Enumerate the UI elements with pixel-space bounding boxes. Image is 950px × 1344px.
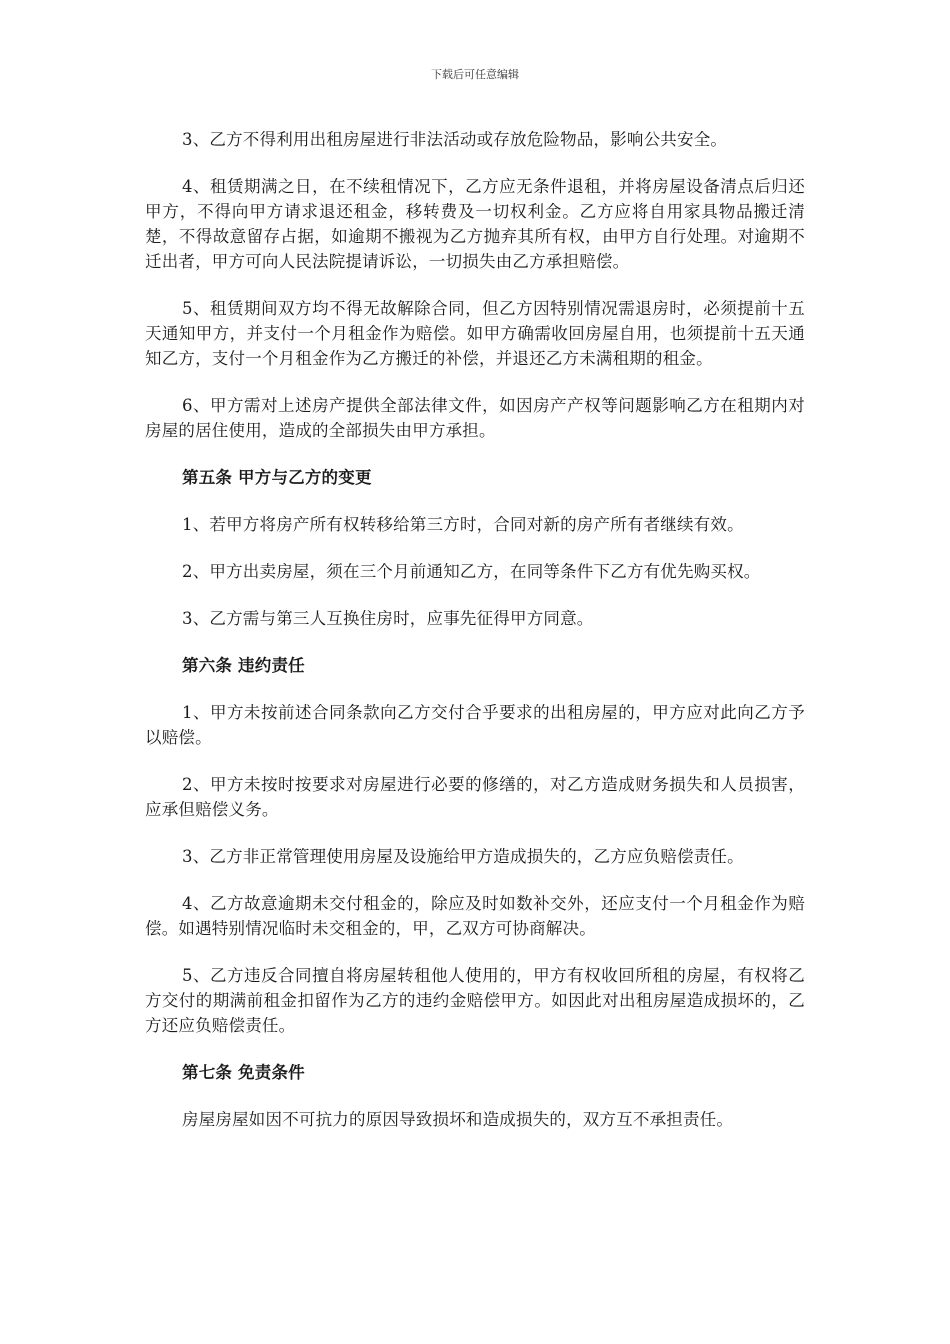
clause-4-item-4: 4、租赁期满之日，在不续租情况下，乙方应无条件退租，并将房屋设备清点后归还甲方，不得向甲方请求退还租金，移转费及一切权利金。乙方应将自用家具物品搬迁清楚，不得故意留存占据，如逾期不搬视为乙方抛弃其所有权，由甲方自行处理。对逾期不迁出者，甲方可向人民法院提请诉讼，一切损失由乙方承担赔偿。 [145, 177, 805, 271]
clause-7-item-1: 房屋房屋如因不可抗力的原因导致损坏和造成损失的，双方互不承担责任。 [182, 1110, 734, 1129]
document-body [145, 127, 805, 1154]
clause-4-item-5: 5、租赁期间双方均不得无故解除合同，但乙方因特别情况需退房时，必须提前十五天通知甲方，并支付一个月租金作为赔偿。如甲方确需收回房屋自用，也须提前十五天通知乙方，支付一个月租金作为乙方搬迁的补偿，并退还乙方未满租期的租金。 [145, 299, 805, 368]
clause-5-item-1: 1、若甲方将房产所有权转移给第三方时，合同对新的房产所有者继续有效。 [182, 515, 744, 534]
clause-5-item-3: 3、乙方需与第三人互换住房时，应事先征得甲方同意。 [182, 609, 594, 628]
clause-6-item-3: 3、乙方非正常管理使用房屋及设施给甲方造成损失的，乙方应负赔偿责任。 [182, 847, 744, 866]
clause-4-item-6: 6、甲方需对上述房产提供全部法律文件，如因房产产权等问题影响乙方在租期内对房屋的居住使用，造成的全部损失由甲方承担。 [145, 396, 805, 440]
clause-6-item-4: 4、乙方故意逾期未交付租金的，除应及时如数补交外，还应支付一个月租金作为赔偿。如遇特别情况临时未交租金的，甲，乙双方可协商解决。 [145, 894, 805, 938]
clause-6-item-5: 5、乙方违反合同擅自将房屋转租他人使用的，甲方有权收回所租的房屋，有权将乙方交付的期满前租金扣留作为乙方的违约金赔偿甲方。如因此对出租房屋造成损坏的，乙方还应负赔偿责任。 [145, 966, 805, 1035]
section-heading-7: 第七条 免责条件 [182, 1063, 305, 1082]
clause-5-item-2: 2、甲方出卖房屋，须在三个月前通知乙方，在同等条件下乙方有优先购买权。 [182, 562, 761, 581]
section-heading-6: 第六条 违约责任 [182, 656, 305, 675]
clause-6-item-1: 1、甲方未按前述合同条款向乙方交付合乎要求的出租房屋的，甲方应对此向乙方予以赔偿。 [145, 703, 805, 747]
page-header: 下载后可任意编辑 [431, 68, 519, 81]
section-heading-5: 第五条 甲方与乙方的变更 [182, 468, 372, 487]
clause-6-item-2: 2、甲方未按时按要求对房屋进行必要的修缮的，对乙方造成财务损失和人员损害，应承但赔偿义务。 [145, 775, 805, 819]
clause-4-item-3: 3、乙方不得利用出租房屋进行非法活动或存放危险物品，影响公共安全。 [182, 130, 728, 149]
